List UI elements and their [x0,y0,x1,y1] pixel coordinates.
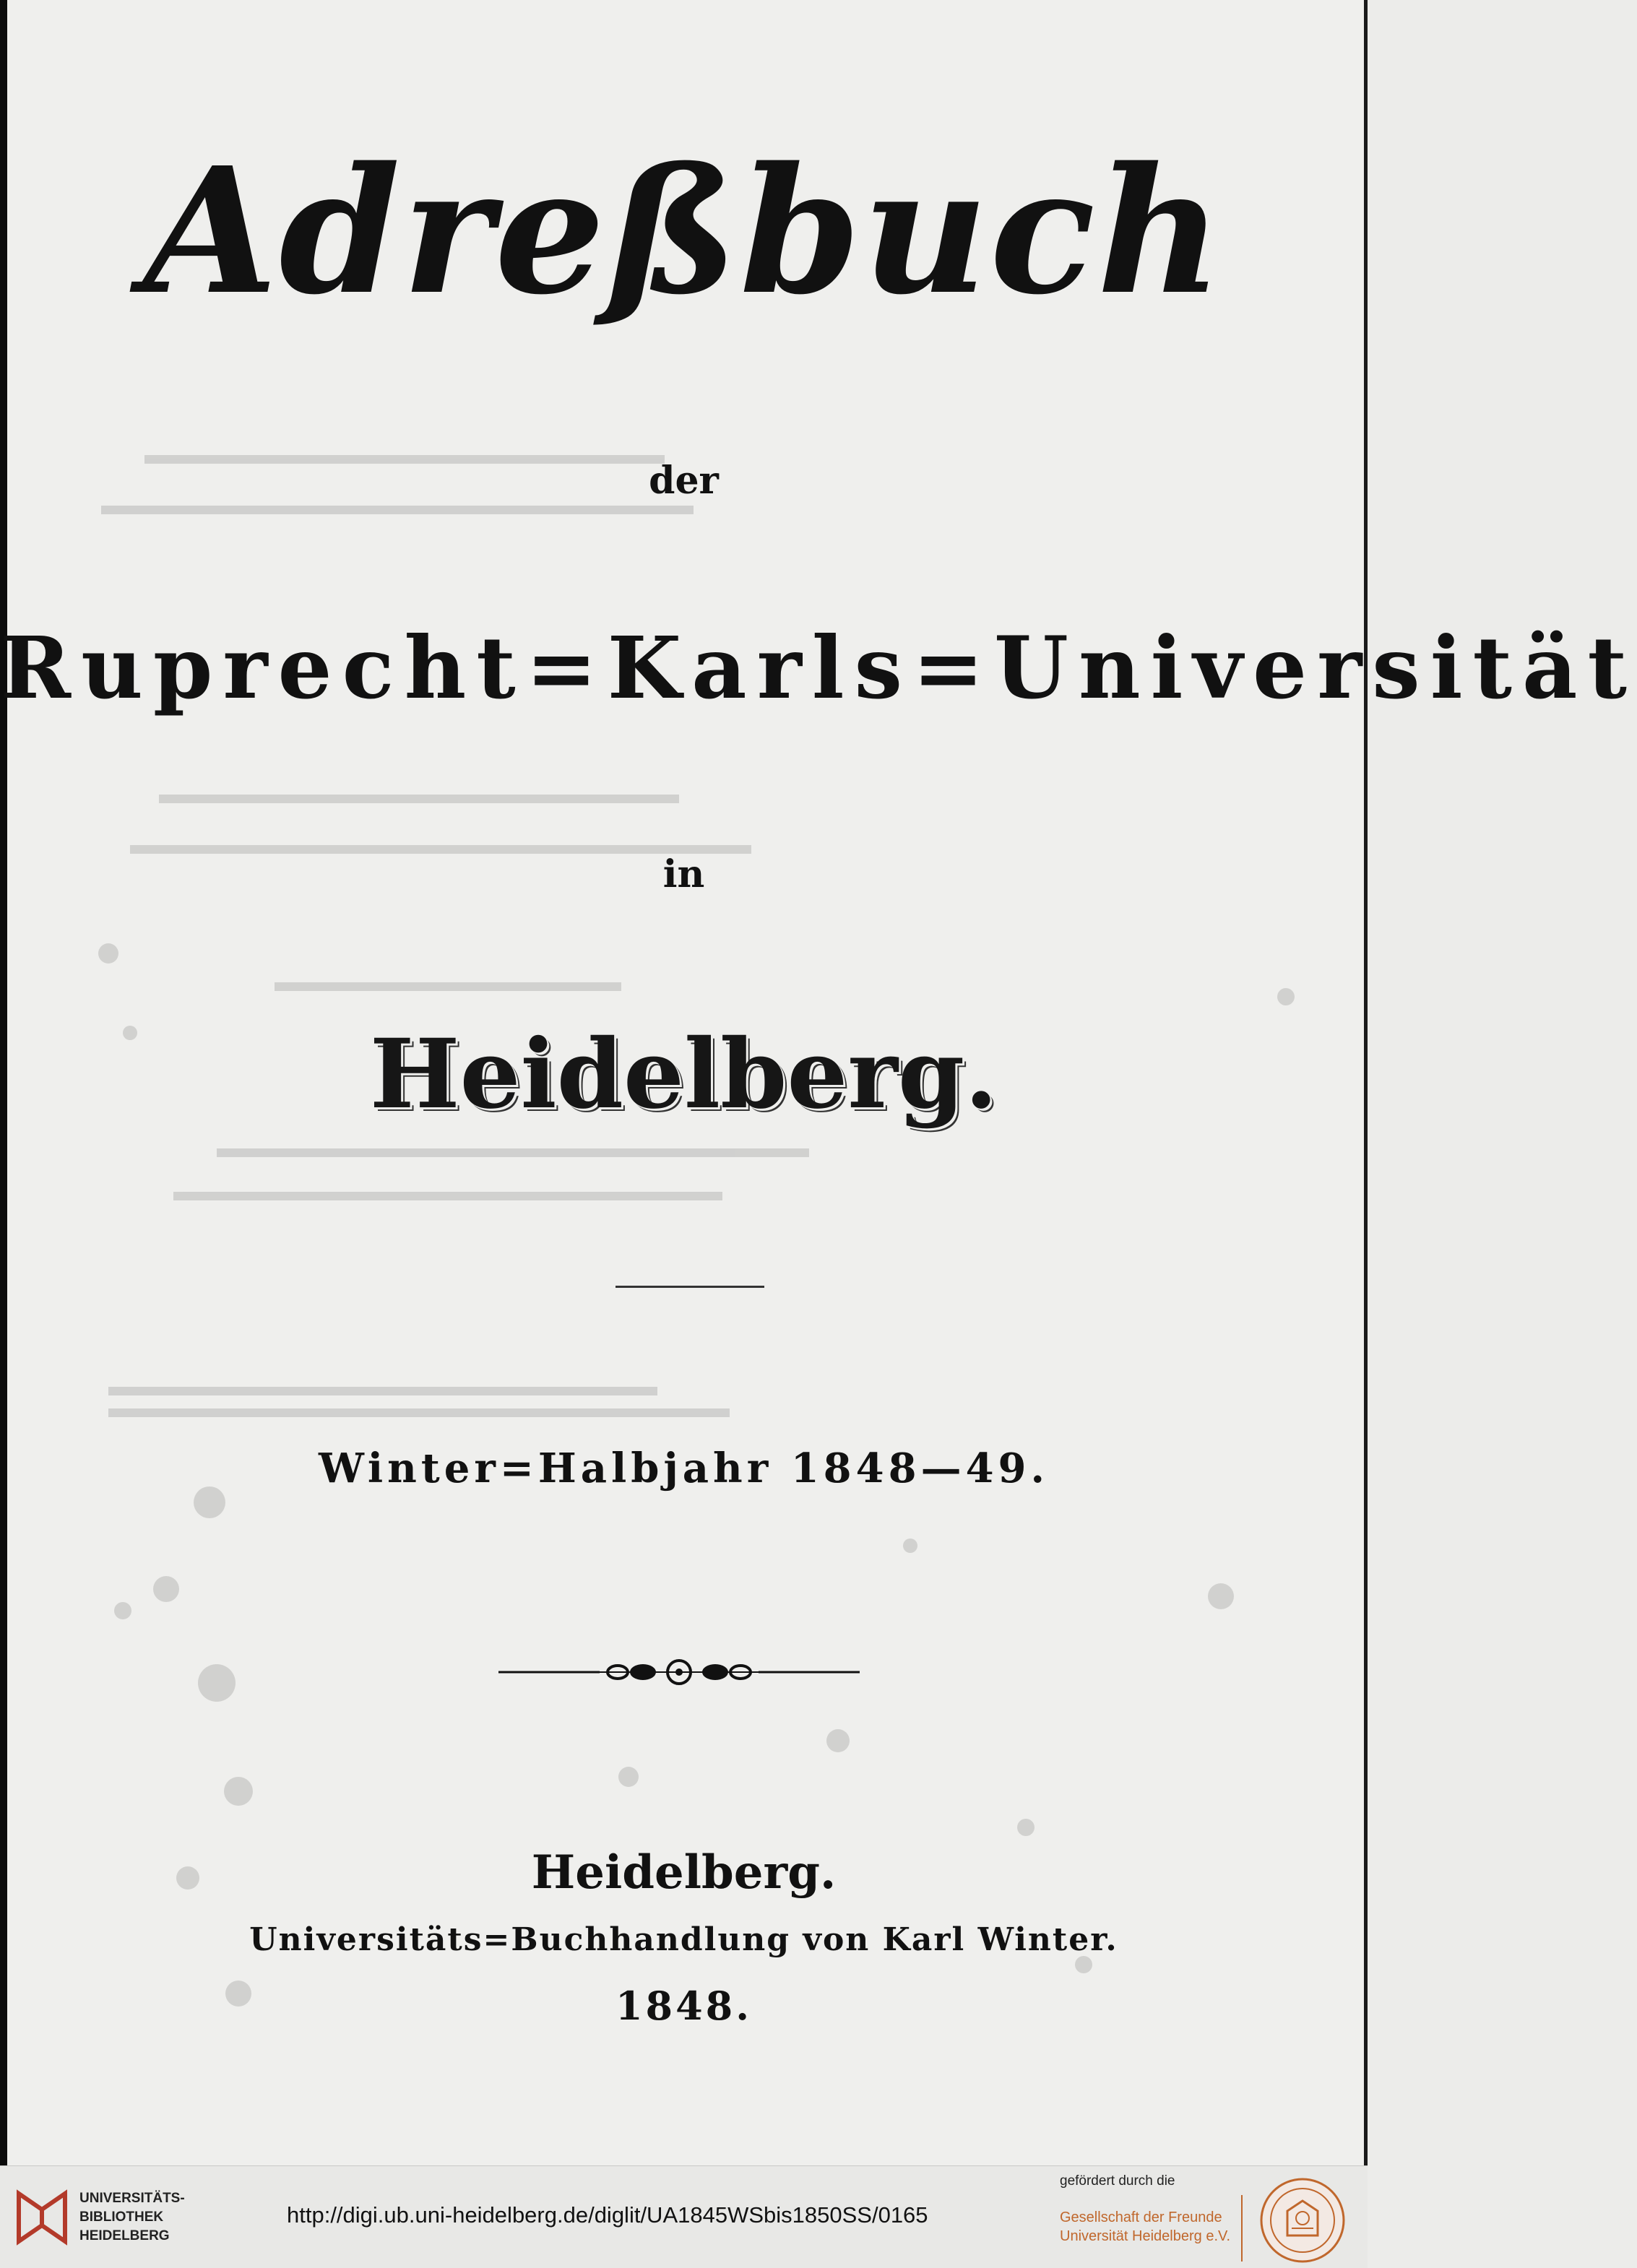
library-line: BIBLIOTHEK [79,2209,164,2225]
university-name: Ruprecht=Karls=Universität [0,618,1637,718]
divider-rule [616,1286,764,1288]
university-seal-icon[interactable] [1258,2176,1347,2264]
title-word-der: der [649,459,719,503]
footer-divider [1241,2195,1243,2261]
library-line: HEIDELBERG [79,2228,170,2243]
society-name[interactable] [1060,2208,1230,2246]
publication-year: 1848. [615,1983,753,2029]
publisher-name: Universitäts=Buchhandlung von Karl Winter. [249,1921,1118,1958]
library-line: UNIVERSITÄTS- [79,2191,185,2206]
library-logo-icon[interactable] [13,2188,71,2247]
book-title: Adreßbuch [143,129,1224,333]
supported-by-label: gefördert durch die [1060,2173,1175,2189]
semester-line: Winter=Halbjahr 1848—49. [319,1445,1049,1492]
permalink-url[interactable]: http://digi.ub.uni-heidelberg.de/diglit/UA1845WSbis1850SS/0165 [287,2202,928,2228]
ornament-divider [498,1650,860,1694]
library-name [79,2189,185,2246]
footer-bar [0,2165,1368,2268]
city-name: Heidelberg. [369,1018,998,1130]
society-line: Universität Heidelberg e.V. [1060,2228,1231,2244]
society-line: Gesellschaft der Freunde [1060,2209,1222,2225]
publisher-city: Heidelberg. [531,1845,837,1900]
title-word-in: in [662,852,705,896]
